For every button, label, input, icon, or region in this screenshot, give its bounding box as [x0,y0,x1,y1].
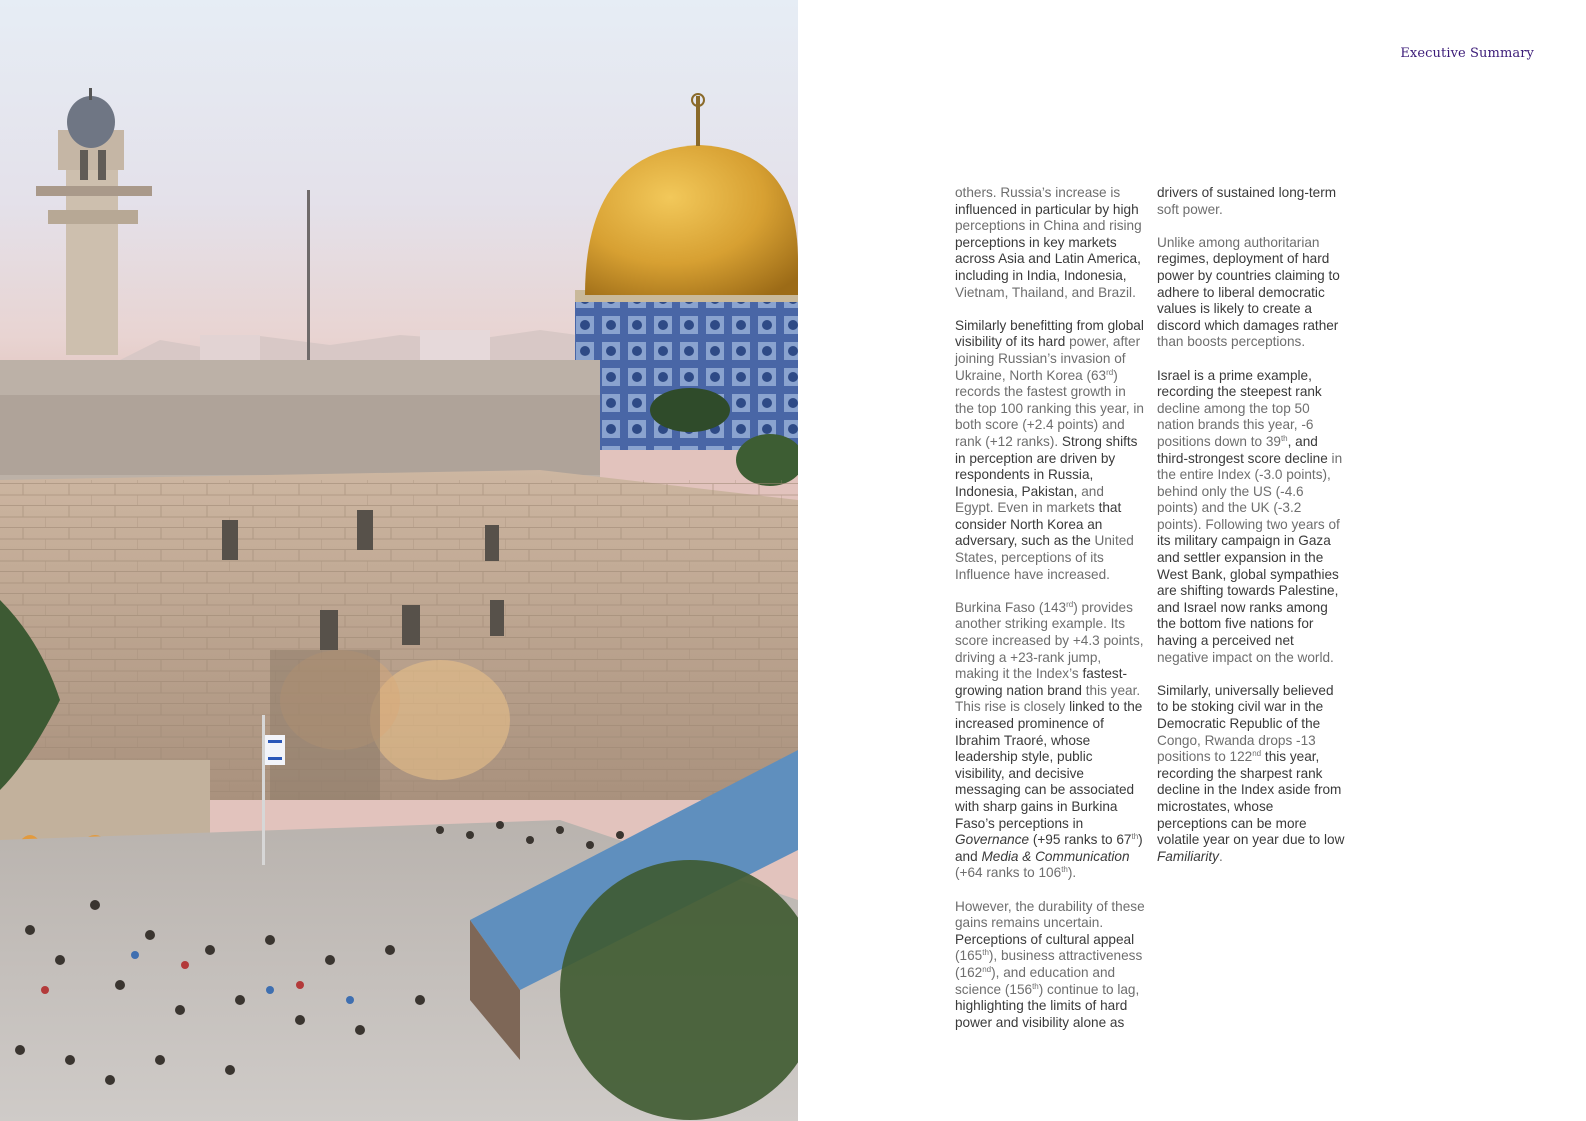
paragraph [955,899,1145,1032]
paragraph [1157,185,1347,218]
paragraph [1157,368,1347,667]
paragraph [955,318,1145,584]
text-run: ) and [955,832,1143,864]
ordinal-suffix: rd [1106,367,1114,377]
text-run: highlighting the limits of hard power and visibility alone as [955,998,1128,1030]
text-run: (165 [955,948,983,964]
paragraph [1157,683,1347,866]
text-run: negative impact on the world. [1157,649,1334,665]
text-run: ) continue to lag, [1038,981,1140,997]
text-run: However, the durability of these gains remains uncertain. [955,898,1145,931]
paragraph [1157,235,1347,351]
text-run: Burkina Faso (143 [955,599,1067,615]
text-run: Vietnam, Thailand, and Brazil. [955,284,1136,300]
text-run: this year. This rise is closely [955,682,1141,715]
text-column-left [955,185,1145,1048]
text-run: perceptions in China and rising [955,218,1142,234]
text-run: United States, perceptions of its Influence have increased. [955,533,1134,582]
ordinal-suffix: th [982,948,989,958]
text-run: drivers of sustained long-term [1157,185,1337,200]
text-run: Similarly benefitting from global visibility of its hard [955,317,1144,350]
text-run: decline among the top 50 nation brands this year, -6 positions down to 39 [1157,400,1314,449]
text-run: Congo, Rwanda drops -13 positions to 122 [1157,732,1316,765]
paragraph [955,600,1145,882]
text-run: ), and education and science (156 [955,964,1116,997]
text-run: ) records the fastest growth in the top 100 ranking this year, in both score (+2.4 points) and rank (+12 ranks). [955,367,1144,449]
text-run: soft power. [1157,201,1223,217]
running-head: Executive Summary [1400,46,1534,61]
text-run: its military campaign in Gaza and settler expansion in the West Bank, global sympathies are shifting towards Palestine, and Israel now ranks among the bottom five nations for having a perceived net [1157,533,1339,649]
text-run: fastest-growing nation brand [955,666,1128,698]
text-run: power, after joining Russian’s invasion of Ukraine, North Korea (63 [955,334,1141,383]
text-run: than boosts perceptions. [1157,334,1306,350]
text-run: , and third-strongest score decline [1157,433,1328,466]
text-run: Perceptions of cultural appeal [955,931,1135,947]
text-run: Strong shifts in perception are driven by respondents in Russia, Indonesia, Pakistan, [955,433,1138,499]
text-column-right [1157,185,1347,882]
text-run: ) provides another striking example. Its score increased by +4.3 points, driving a +23-rank jump, making it the Index’s [955,599,1144,682]
text-run: Israel is a prime example, recording the steepest rank [1157,367,1322,400]
text-run: Unlike among authoritarian [1157,234,1320,250]
text-run: Governance [955,832,1030,848]
ordinal-suffix: th [1061,865,1068,875]
ordinal-suffix: th [1032,981,1039,991]
text-run: Similarly, universally believed to be stoking civil war in the Democratic Republic of the [1157,682,1334,731]
text-run: (+64 ranks to 106 [955,865,1062,881]
text-run: and Egypt. Even in markets [955,483,1104,516]
text-run: regimes, deployment of hard power by countries claiming to adhere to liberal democratic values is likely to create a discord which damages rather [1157,251,1340,333]
ordinal-suffix: th [1131,832,1139,842]
text-run: ), business attractiveness (162 [955,948,1143,980]
text-run: Media & Communication [981,848,1130,864]
ordinal-suffix: th [1280,433,1288,443]
text-run: influenced in particular by high [955,201,1139,217]
text-run: (+95 ranks to 67 [1029,832,1132,848]
text-run: linked to the increased prominence of Ibrahim Traoré, whose leadership style, public visibility, and decisive messaging can be associated with sharp gains in Burkina Faso’s perceptions in [955,699,1143,831]
ordinal-suffix: rd [1066,599,1074,609]
ordinal-suffix: nd [982,964,992,974]
text-run: perceptions in key markets across Asia and Latin America, including in India, Indonesia, [955,234,1141,283]
text-run: in the entire Index (-3.0 points), behind only the US (-4.6 points) and the UK (-3.2 points). Following two years of [1157,450,1343,532]
text-run: others. Russia’s increase is [955,185,1121,200]
paragraph [955,185,1145,301]
text-run: that consider North Korea an adversary, such as the [955,500,1122,549]
ordinal-suffix: nd [1252,749,1262,759]
text-run: . [1218,848,1223,864]
text-run: ). [1067,865,1077,881]
text-run: Familiarity [1157,848,1219,864]
text-run: this year, recording the sharpest rank decline in the Index aside from microstates, whose perceptions can be more volatile year on year due to low [1157,749,1345,848]
